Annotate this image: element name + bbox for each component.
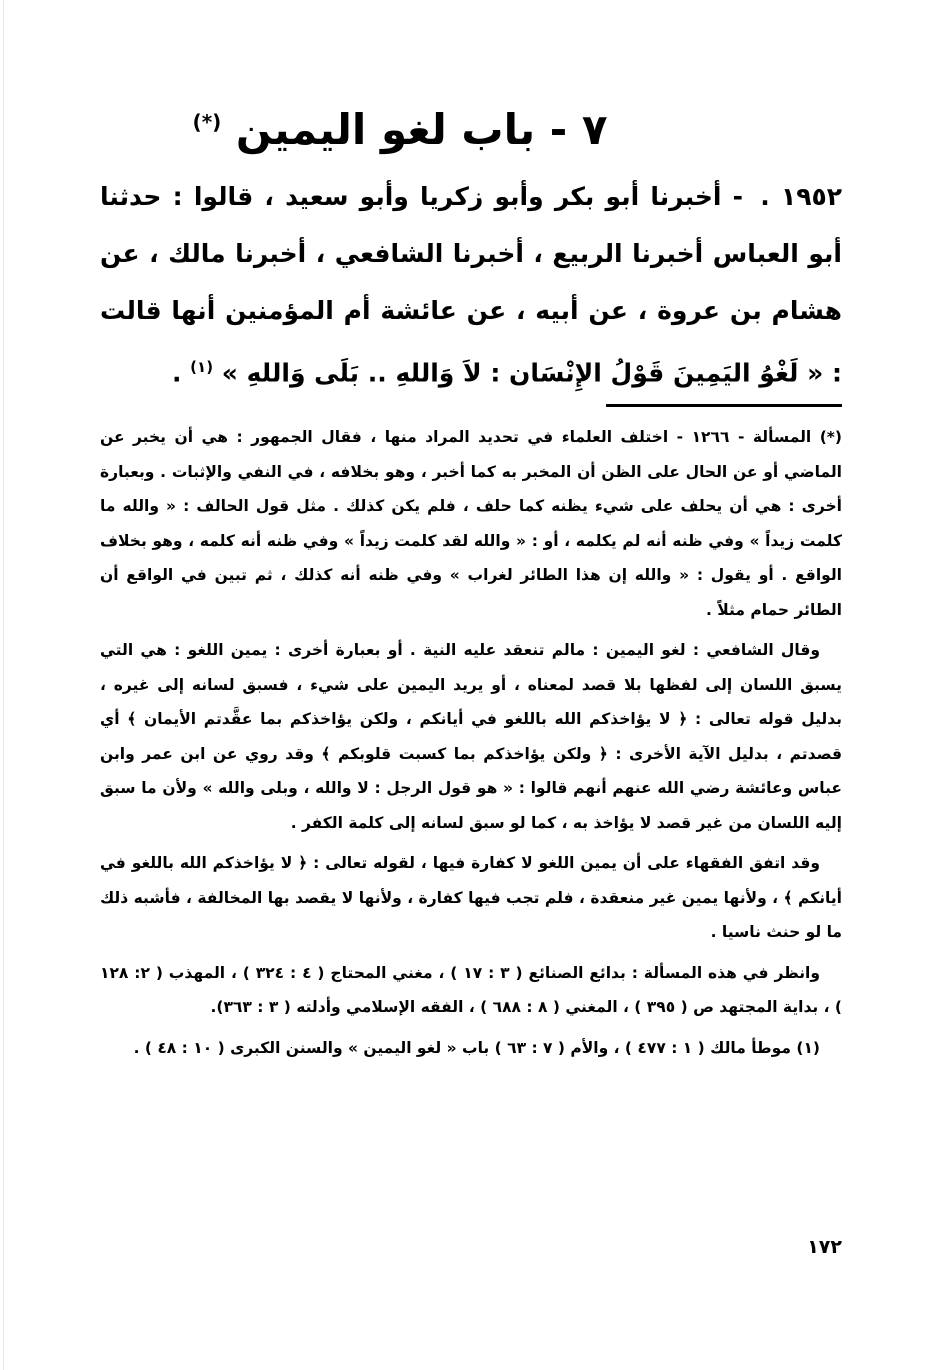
footnotes: [100, 420, 842, 1071]
note-2-lead: وقال الشافعي: [706, 641, 820, 659]
hadith-number: ١٩٥٢ .: [760, 182, 842, 211]
note-5-text: (١) موطأ مالك ( ١ : ٤٧٧ ) ، والأم ( ٧ : ٦٣ ) باب « لغو اليمين » والسنن الكبرى ( ١٠ : ٤٨ ) .: [133, 1038, 820, 1057]
note-2-text: : لغو اليمين : مالم تنعقد عليه النية . أو بعبارة أخرى : يمين اللغو : هي التي يسبق اللسان إلى لفظها بلا قصد لمعناه ، أو يريد اليمين على شيء ، فسبق لسانه إلى غيره ، بدليل قوله تعالى : ﴿ لا يؤاخذكم الله باللغو في أيانكم ، ولكن يؤاخذكم بما عقَّدتم الأيمان ﴾ أي قصدتم ، بدليل الآية الأخرى : ﴿ ولكن يؤاخذكم بما كسبت قلوبكم ﴾ وقد روي عن ابن عمر وابن عباس وعائشة رضي الله عنهم أنهم قالوا : « هو قول الرجل : لا والله ، وبلى والله » ولأن ما سبق إليه اللسان من غير قصد لا يؤاخذ به ، كما لو سبق لسانه إلى كلمة الكفر .: [100, 641, 842, 832]
note-1-lead: (*) المسألة - ١٢٦٦ -: [676, 428, 842, 446]
hadith-end: .: [171, 358, 182, 388]
footnote-divider: [606, 404, 842, 407]
chapter-title-text: ٧ - باب لغو اليمين: [235, 105, 608, 154]
scan-edge: [3, 0, 4, 1370]
page-number: ١٧٢: [807, 1236, 842, 1258]
footnote-ref: (١): [190, 358, 214, 376]
hadith-text: [100, 168, 842, 401]
note-3-text: وقد اتفق الفقهاء على أن يمين اللغو لا كفارة فيها ، لقوله تعالى : ﴿ لا يؤاخذكم الله باللغو في أيانكم ﴾ ، ولأنها يمين غير منعقدة ، فلم تجب فيها كفارة ، ولأنها لا يقصد بها المخالفة ، فأشبه ذلك ما لو حنث ناسيا .: [100, 854, 842, 941]
title-note-marker: (*): [192, 110, 222, 134]
note-paragraph-2: [100, 633, 842, 840]
note-paragraph-3: [100, 846, 842, 950]
note-1-text: اختلف العلماء في تحديد المراد منها ، فقال الجمهور : هي أن يخبر عن الماضي أو عن الحال على الظن أن المخبر به كما أخبر ، وهو بخلافه ، في النفي والإثبات . وبعبارة أخرى : هي أن يحلف على شيء يظنه كما حلف ، فلم يكن كذلك . مثل قول الحالف : « والله ما كلمت زيداً » وفي ظنه أنه لم يكلمه ، أو : « والله لقد كلمت زيداً » وفي ظنه أنه كلمه ، وهو بخلاف الواقع . أو يقول : « والله إن هذا الطائر لغراب » وفي ظنه أنه كذلك ، ثم تبين في الواقع أن الطائر حمام مثلاً .: [100, 428, 842, 619]
note-paragraph-4: [100, 956, 842, 1025]
note-paragraph-1: [100, 420, 842, 627]
note-paragraph-5: [100, 1031, 842, 1066]
chapter-title: [100, 92, 700, 160]
note-4-text: وانظر في هذه المسألة : بدائع الصنائع ( ٣ : ١٧ ) ، مغني المحتاج ( ٤ : ٣٢٤ ) ، المهذب ( ٢: ١٢٨ ) ، بداية المجتهد ص ( ٣٩٥ ) ، المغني ( ٨ : ٦٨٨ ) ، الفقه الإسلامي وأدلته ( ٣ : ٣٦٣).: [100, 963, 842, 1016]
hadith-body: - أخبرنا أبو بكر وأبو زكريا وأبو سعيد ، قالوا : حدثنا أبو العباس أخبرنا الربيع ، أخبرنا الشافعي ، أخبرنا مالك ، عن هشام بن عروة ، عن أبيه ، عن عائشة أم المؤمنين أنها قالت : « لَغْوُ اليَمِينَ قَوْلُ الإِنْسَان : لاَ وَاللهِ .. بَلَى وَاللهِ »: [100, 182, 842, 388]
